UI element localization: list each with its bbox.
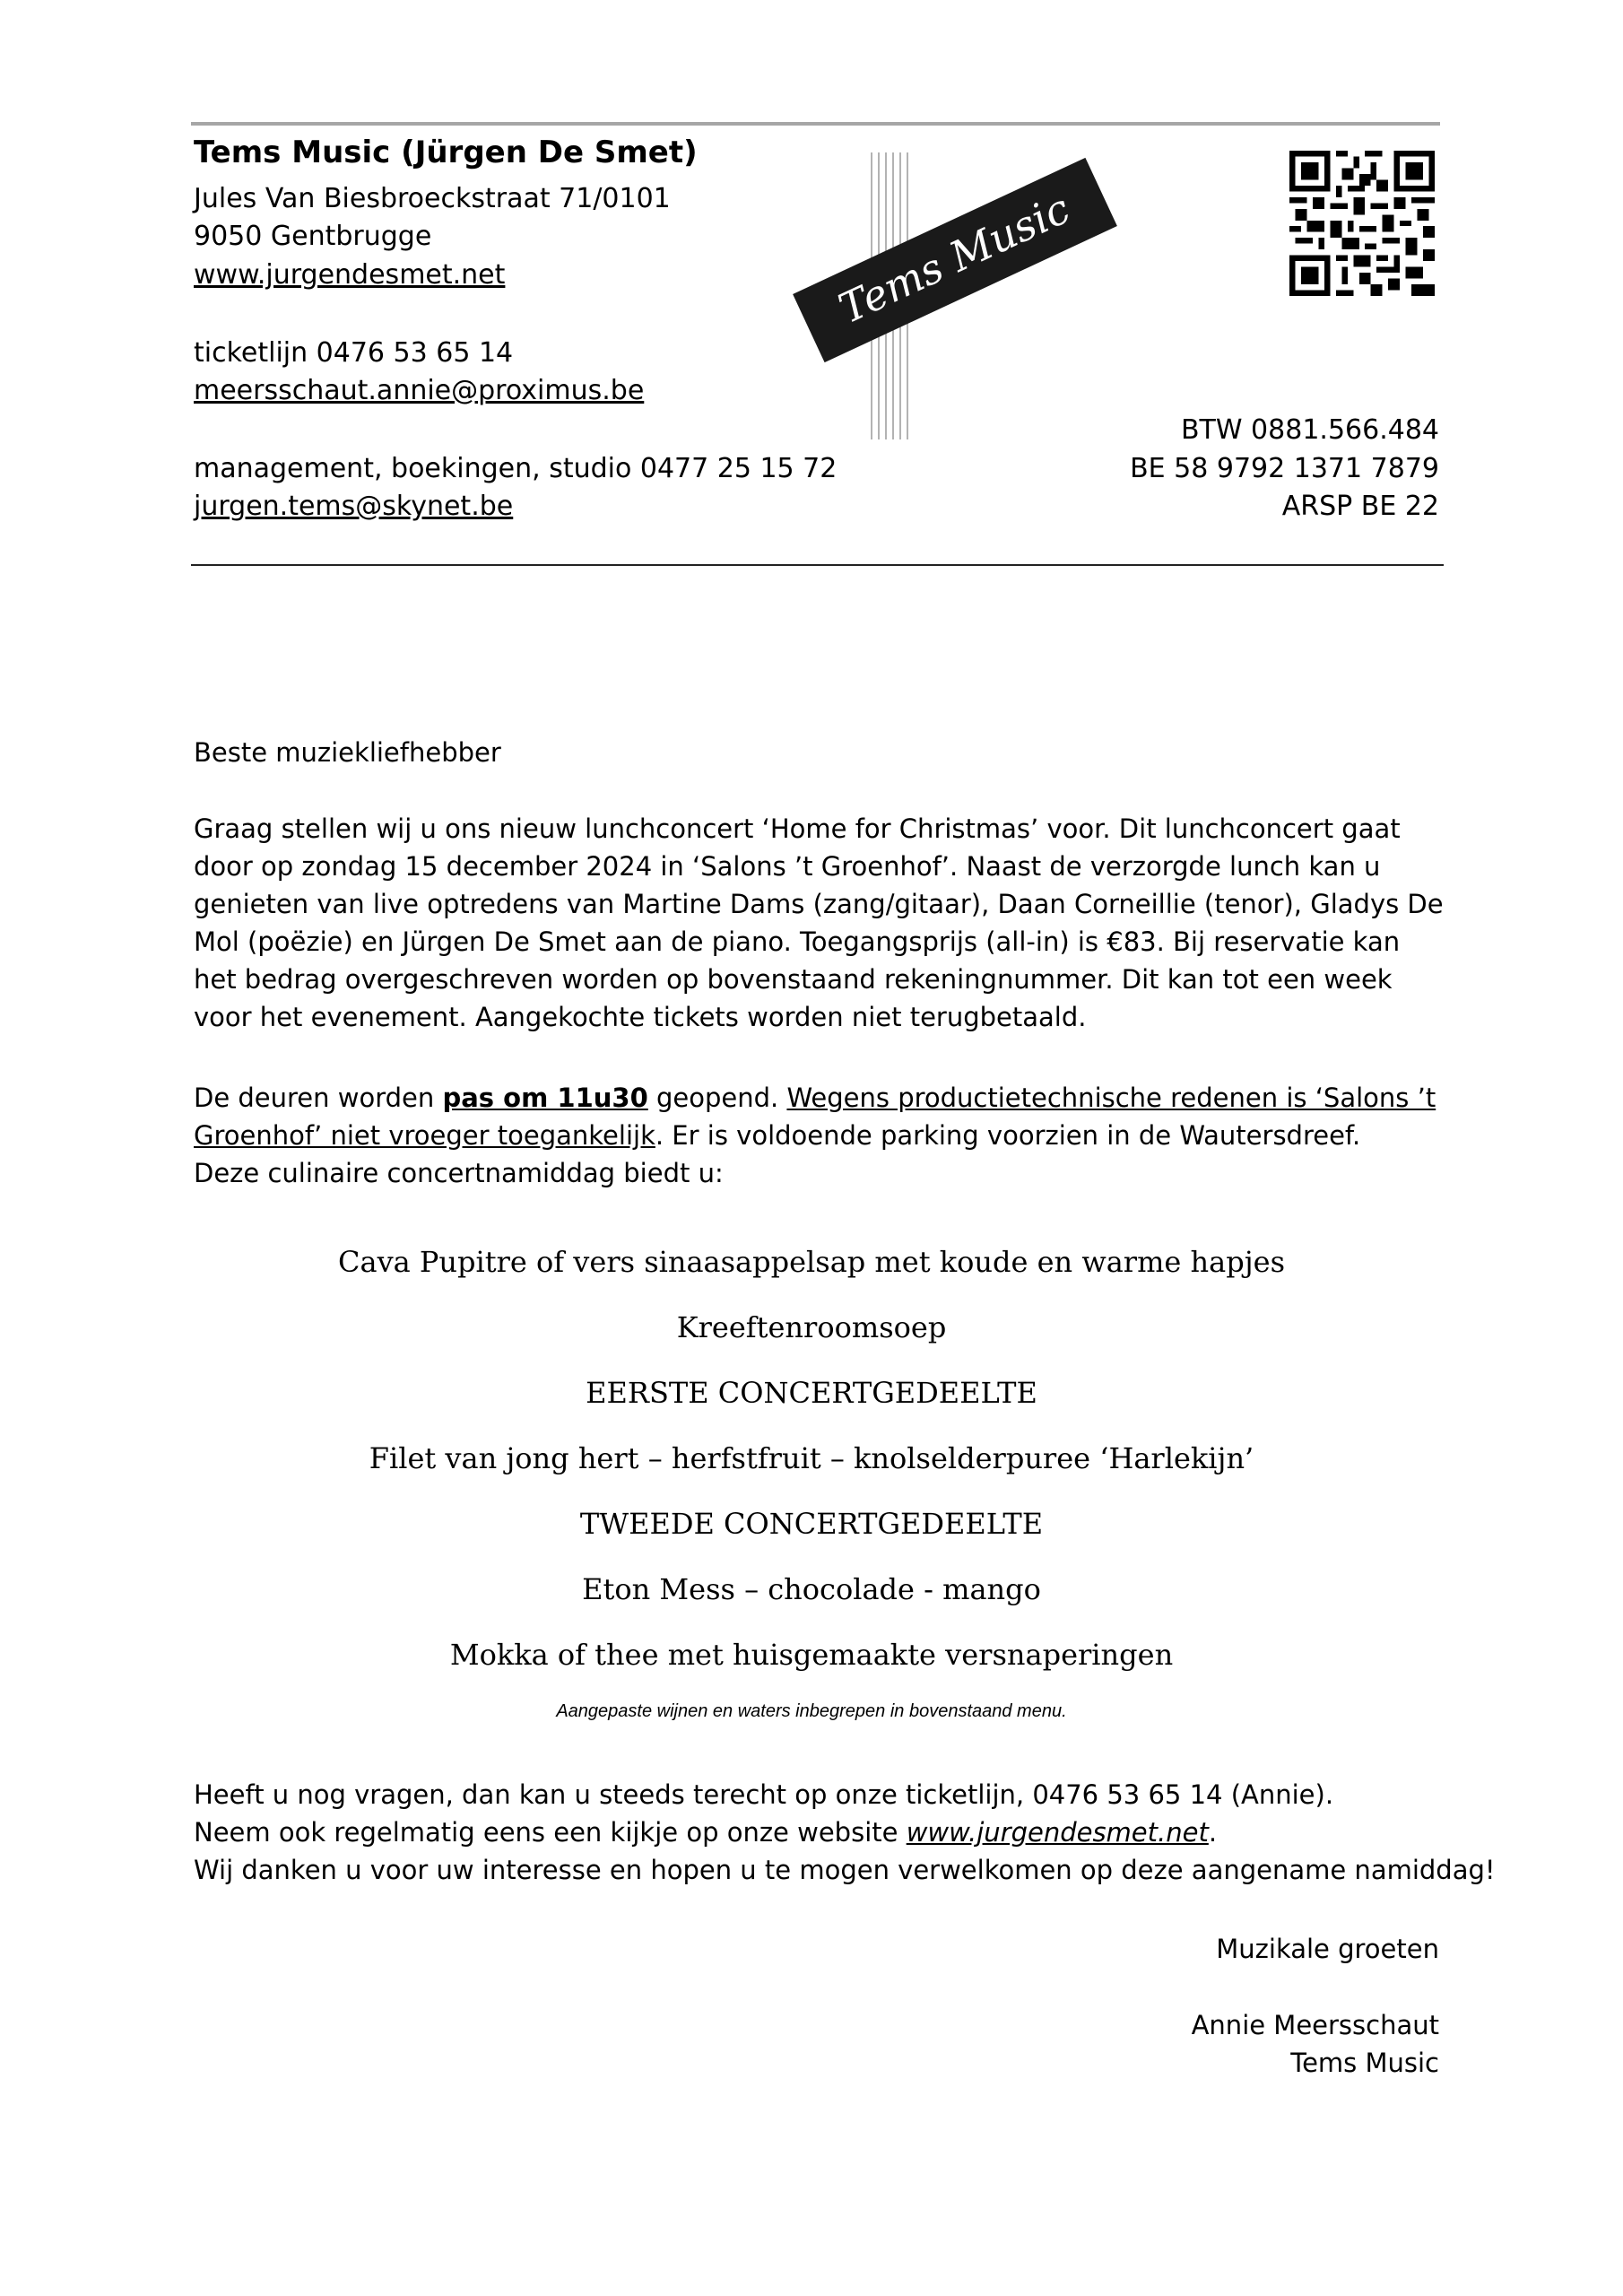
signer-name: Annie Meersschaut — [1191, 2010, 1439, 2040]
menu-item: Cava Pupitre of vers sinaasappelsap met koude en warme hapjes — [338, 1245, 1285, 1279]
menu-item: Eton Mess – chocolade - mango — [582, 1572, 1041, 1606]
management-label: management, boekingen, studio 0477 25 15 72 — [194, 453, 838, 484]
closing-website-link[interactable]: www.jurgendesmet.net — [906, 1817, 1209, 1848]
logo-text: Tems Music — [831, 184, 1078, 334]
parking-text: . Er is voldoende parking voorzien in de Wautersdreef. — [655, 1120, 1361, 1151]
greeting: Beste muziekliefhebber — [194, 737, 501, 768]
company-name: Tems Music (Jürgen De Smet) — [194, 135, 698, 170]
iban-number: BE 58 9792 1371 7879 — [1130, 453, 1439, 484]
doors-text-1: De deuren worden — [194, 1083, 443, 1113]
ticket-email-link[interactable]: meersschaut.annie@proximus.be — [194, 375, 645, 406]
access-notice: Wegens productietechnische redenen is ‘Salons ’t Groenhof’ niet vroeger toegankelijk — [194, 1083, 1436, 1151]
closing-line-1: Heeft u nog vragen, dan kan u steeds terecht op onze ticketlijn, 0476 53 65 14 (Annie). — [194, 1779, 1334, 1810]
menu-note: Aangepaste wijnen en waters inbegrepen in bovenstaand menu. — [556, 1701, 1067, 1721]
management-email-link[interactable]: jurgen.tems@skynet.be — [194, 491, 514, 522]
header-top-rule — [191, 122, 1440, 126]
doors-text-2: geopend. — [647, 1083, 787, 1113]
header-bottom-rule — [191, 564, 1444, 566]
doors-paragraph — [194, 1079, 1449, 1192]
vat-number: BTW 0881.566.484 — [1180, 414, 1439, 446]
address-line-2: 9050 Gentbrugge — [194, 221, 432, 252]
salutation: Muzikale groeten — [1216, 1934, 1439, 1964]
tems-music-logo — [789, 144, 1121, 448]
signer-company: Tems Music — [1290, 2048, 1439, 2078]
menu-item: Kreeftenroomsoep — [676, 1310, 947, 1344]
closing-line-3: Wij danken u voor uw interesse en hopen u te mogen verwelkomen op deze aangename namiddag! — [194, 1855, 1496, 1885]
menu-intro: Deze culinaire concertnamiddag biedt u: — [194, 1158, 724, 1188]
menu-item: TWEEDE CONCERTGEDEELTE — [579, 1507, 1044, 1541]
closing-line-2-suffix: . — [1208, 1817, 1218, 1848]
menu-item: Mokka of thee met huisgemaakte versnaperingen — [449, 1638, 1174, 1672]
menu-item: EERSTE CONCERTGEDEELTE — [586, 1376, 1037, 1410]
address-line-1: Jules Van Biesbroeckstraat 71/0101 — [194, 183, 671, 214]
doors-time: pas om 11u30 — [442, 1083, 648, 1113]
intro-paragraph: Graag stellen wij u ons nieuw lunchconcert ‘Home for Christmas’ voor. Dit lunchconcert gaat door op zondag 15 december 2024 in ‘Salons ’t Groenhof’. Naast de verzorgde lunch kan u genieten van live optredens van Martine Dams (zang/gitaar), Daan Corneillie (tenor), Gladys De Mol (poëzie) en Jürgen De Smet aan de piano. Toegangsprijs (all-in) is €83. Bij reservatie kan het bedrag overgeschreven worden op bovenstaand rekeningnummer. Dit kan tot een week voor het evenement. Aangekochte tickets worden niet terugbetaald. — [194, 813, 1444, 1032]
closing-line-2-prefix: Neem ook regelmatig eens een kijkje op onze website — [194, 1817, 907, 1848]
qr-code-icon — [1289, 151, 1435, 296]
menu-item: Filet van jong hert – herfstfruit – knolselderpuree ‘Harlekijn’ — [369, 1441, 1254, 1475]
closing-paragraph — [194, 1776, 1496, 1889]
website-link[interactable]: www.jurgendesmet.net — [194, 259, 506, 291]
ticketline-label: ticketlijn 0476 53 65 14 — [194, 337, 514, 369]
arsp-number: ARSP BE 22 — [1281, 491, 1439, 522]
